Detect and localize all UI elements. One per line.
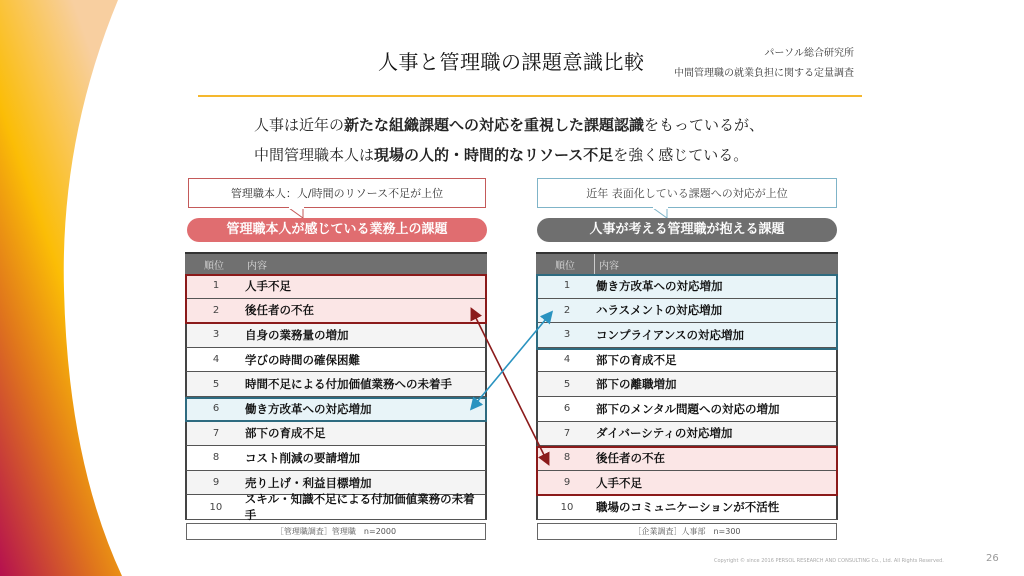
table-body: [185, 274, 487, 523]
rank-cell: 10: [209, 501, 223, 513]
content-cell: 時間不足による付加価値業務への未着手: [245, 377, 452, 392]
rank-cell: 7: [212, 427, 220, 439]
page-number: 26: [986, 553, 999, 564]
rank-cell: 6: [212, 403, 220, 415]
lead-line-1-part: をもっているが、: [644, 116, 765, 134]
survey-name: 中間管理職の就業負担に関する定量調査: [674, 68, 854, 79]
rank-cell: 6: [563, 403, 571, 415]
table-header: [536, 252, 838, 274]
table-row: [185, 323, 487, 348]
lead-line-2: [254, 140, 764, 170]
title-divider: [198, 95, 862, 97]
table-row: [185, 492, 487, 523]
content-cell: 学びの時間の確保困難: [245, 352, 360, 367]
table-row: [536, 471, 838, 496]
content-cell: 売り上げ・利益目標増加: [245, 475, 372, 490]
content-cell: 部下の育成不足: [245, 426, 326, 441]
table-row: [185, 274, 487, 299]
copyright-text: Copyright © since 2016 PERSOL RESEARCH AND CONSULTING Co., Ltd. All Rights Reserved.: [714, 558, 944, 564]
right-footnote: ［企業調査］人事部 n=300: [537, 523, 837, 540]
organization-info: [674, 44, 854, 84]
lead-line-1-emphasis: 新たな組織課題への対応を重視した課題認識: [344, 116, 645, 134]
table-row: [536, 274, 838, 299]
content-cell: 働き方改革への対応増加: [596, 278, 723, 293]
table-row: [536, 372, 838, 397]
lead-line-2-emphasis: 現場の人的・時間的なリソース不足: [374, 146, 614, 164]
content-cell: 自身の業務量の増加: [245, 327, 349, 342]
content-cell: 職場のコミュニケーションが不活性: [596, 500, 780, 515]
right-callout-text: 近年 表面化している課題への対応が上位: [586, 187, 788, 200]
table-row: [536, 397, 838, 422]
lead-line-1-part: 人事は近年の: [254, 116, 345, 134]
rank-cell: 8: [212, 452, 220, 464]
page-title: 人事と管理職の課題意識比較: [378, 50, 645, 74]
table-row: [185, 299, 487, 324]
content-cell: 働き方改革への対応増加: [245, 401, 372, 416]
content-cell: ダイバーシティの対応増加: [596, 426, 733, 441]
table-header: [185, 252, 487, 274]
manager-issues-table: [185, 252, 487, 523]
left-callout: [188, 178, 486, 208]
table-row: [536, 348, 838, 373]
content-cell: コンプライアンスの対応増加: [596, 327, 745, 342]
left-footnote: ［管理職調査］管理職 n=2000: [186, 523, 486, 540]
table-row: [185, 372, 487, 397]
rank-cell: 3: [212, 329, 220, 341]
rank-cell: 4: [563, 354, 571, 366]
column-header-rank: 順位: [204, 260, 224, 272]
left-panel-heading: 管理職本人が感じている業務上の課題: [187, 218, 487, 242]
rank-cell: 4: [212, 354, 220, 366]
content-cell: コスト削減の要請増加: [245, 450, 360, 465]
table-body: [536, 274, 838, 520]
content-cell: 部下のメンタル問題への対応の増加: [596, 401, 780, 416]
rank-cell: 2: [212, 304, 220, 316]
rank-cell: 2: [563, 304, 571, 316]
rank-cell: 8: [563, 452, 571, 464]
rank-cell: 3: [563, 329, 571, 341]
table-row: [536, 323, 838, 348]
table-row: [536, 446, 838, 471]
table-row: [536, 422, 838, 447]
lead-line-1: [254, 110, 764, 140]
table-row: [536, 495, 838, 520]
content-cell: 人手不足: [596, 475, 642, 490]
lead-line-2-part: を強く感じている。: [613, 146, 749, 164]
rank-cell: 9: [563, 477, 571, 489]
content-cell: 部下の育成不足: [596, 352, 677, 367]
column-header-content: 内容: [247, 260, 267, 272]
table-row: [185, 446, 487, 471]
rank-cell: 1: [212, 280, 220, 292]
content-cell: スキル・知識不足による付加価値業務の未着手: [244, 492, 475, 523]
left-callout-text: 管理職本人：人/時間のリソース不足が上位: [230, 187, 444, 200]
right-callout: [537, 178, 837, 208]
organization-name: パーソル総合研究所: [764, 48, 854, 59]
rank-cell: 5: [212, 378, 220, 390]
content-cell: 後任者の不在: [596, 450, 665, 465]
table-row: [185, 397, 487, 422]
rank-cell: 10: [560, 501, 574, 513]
column-header-content: 内容: [599, 260, 619, 272]
content-cell: ハラスメントの対応増加: [596, 303, 723, 318]
content-cell: 後任者の不在: [245, 303, 314, 318]
table-row: [536, 299, 838, 324]
hr-issues-table: [536, 252, 838, 520]
table-row: [185, 348, 487, 373]
column-header-rank: 順位: [536, 254, 595, 274]
rank-cell: 9: [212, 477, 220, 489]
right-panel-heading: 人事が考える管理職が抱える課題: [537, 218, 837, 242]
rank-cell: 1: [563, 280, 571, 292]
table-row: [185, 422, 487, 447]
rank-cell: 5: [563, 378, 571, 390]
decorative-gradient-band: [0, 0, 130, 576]
lead-text: [254, 110, 764, 170]
lead-line-2-part: 中間管理職本人は: [254, 146, 375, 164]
content-cell: 人手不足: [245, 278, 291, 293]
rank-cell: 7: [563, 427, 571, 439]
content-cell: 部下の離職増加: [596, 377, 677, 392]
